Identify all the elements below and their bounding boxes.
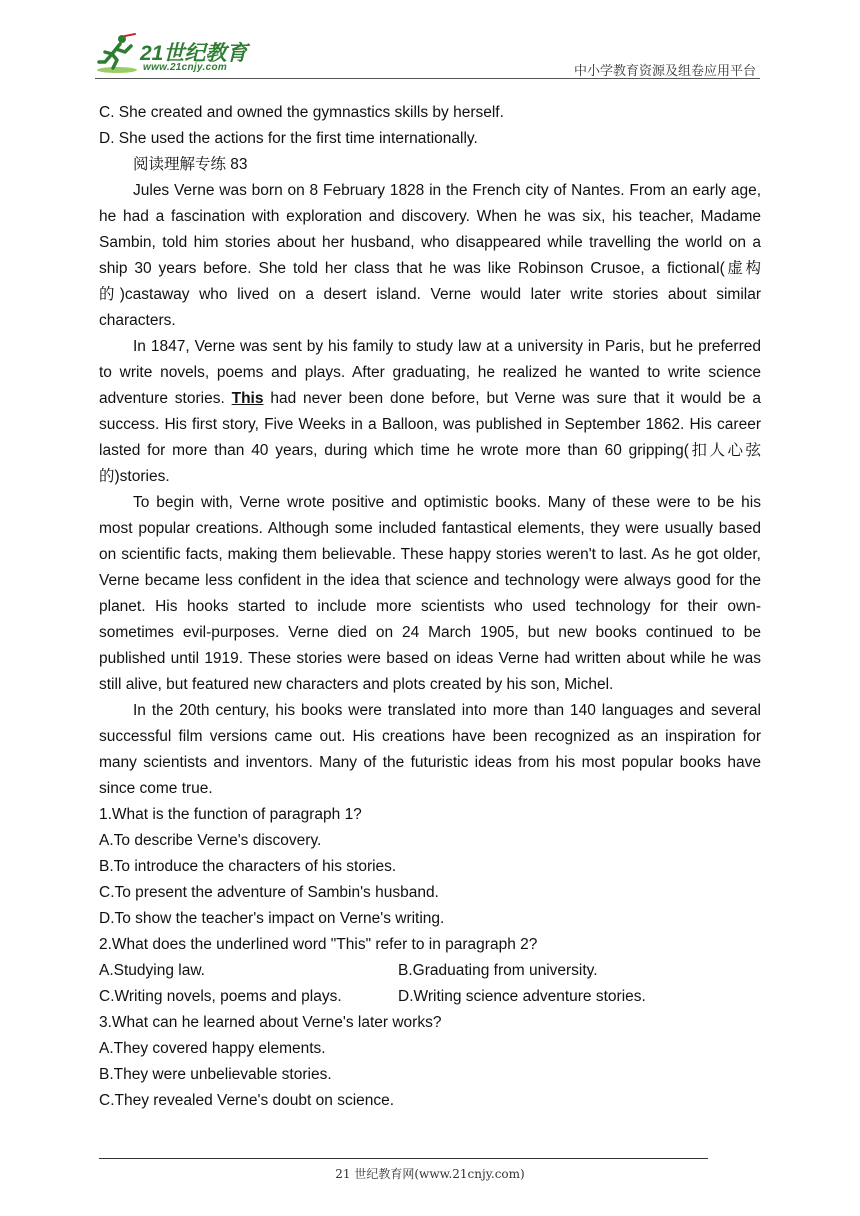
logo-url: www.21cnjy.com bbox=[143, 62, 228, 73]
question-1-option-d: D.To show the teacher's impact on Verne's writing. bbox=[99, 910, 445, 927]
section-title: 阅读理解专练 83 bbox=[133, 156, 248, 173]
question-3-option-b: B.They were unbelievable stories. bbox=[99, 1066, 332, 1083]
question-1-option-b: B.To introduce the characters of his stories. bbox=[99, 858, 397, 875]
question-1-stem: 1.What is the function of paragraph 1? bbox=[99, 806, 362, 823]
logo bbox=[95, 32, 265, 76]
question-2-option-d: D.Writing science adventure stories. bbox=[398, 988, 646, 1005]
question-2-option-a: A.Studying law. bbox=[99, 962, 205, 979]
underlined-word-this: This bbox=[231, 390, 264, 407]
page-header bbox=[95, 30, 760, 79]
page-footer: 21 世纪教育网(www.21cnjy.com) bbox=[335, 1167, 525, 1181]
question-1-option-a: A.To describe Verne's discovery. bbox=[99, 832, 322, 849]
question-3-stem: 3.What can he learned about Verne's later works? bbox=[99, 1014, 442, 1031]
question-2-options-row-2 bbox=[99, 984, 761, 1010]
passage-paragraph-3: To begin with, Verne wrote positive and optimistic books. Many of these were to be his most popular creations. Although some included fantastical elements, they were usually based on scientific facts, making them believable. These happy stories weren't to last. As he got older, Verne became less confident in the idea that science and technology were always good for the planet. His hooks started to include more scientists who used technology for their own-sometimes evil-purposes. Verne died on 24 March 1905, but new books continued to be published until 1919. These stories were based on ideas Verne had written about while he was still alive, but featured new characters and plots created by his son, Michel. bbox=[99, 494, 761, 693]
question-2-stem: 2.What does the underlined word "This" refer to in paragraph 2? bbox=[99, 936, 538, 953]
prev-option-c: C. She created and owned the gymnastics skills by herself. bbox=[99, 104, 504, 121]
paragraph-2-text-end: had never been done before, but Verne was sure that it would be a success. His first story, Five Weeks in a Balloon, was published in September 1862. His career lasted for more than 40 years, during which time he wrote more than 60 gripping(扣人心弦的)stories. bbox=[99, 390, 762, 485]
question-3-option-c: C.They revealed Verne's doubt on science. bbox=[99, 1092, 395, 1109]
header-tagline: 中小学教育资源及组卷应用平台 bbox=[573, 64, 756, 79]
prev-option-d: D. She used the actions for the first time internationally. bbox=[99, 130, 478, 147]
footer-divider bbox=[99, 1158, 708, 1159]
logo-text: 21世纪教育 bbox=[140, 42, 248, 65]
question-2-option-b: B.Graduating from university. bbox=[398, 962, 598, 979]
question-2-options-row-1 bbox=[99, 958, 761, 984]
question-3-option-a: A.They covered happy elements. bbox=[99, 1040, 326, 1057]
passage-paragraph-4: In the 20th century, his books were translated into more than 140 languages and several successful film versions came out. His creations have been recognized as an inspiration for many scientists and inventors. Many of the futuristic ideas from his most popular books have since come true. bbox=[99, 702, 761, 797]
question-2-option-c: C.Writing novels, poems and plays. bbox=[99, 988, 342, 1005]
paragraph-2-text-start: In 1847, Verne was sent by his family to study law at a university in Paris, but he preferred to write novels, poems and plays. After graduating, he realized he wanted to write science adventure stories. bbox=[99, 338, 761, 407]
passage-paragraph-1: Jules Verne was born on 8 February 1828 in the French city of Nantes. From an early age, he had a fascination with exploration and discovery. When he was six, his teacher, Madame Sambin, told him stories about her husband, who disappeared while travelling the world on a ship 30 years before. She told her class that he was like Robinson Crusoe, a fictional(虚构的)castaway who lived on a desert island. Verne would later write stories about similar characters. bbox=[99, 182, 761, 329]
passage-paragraph-2 bbox=[99, 334, 761, 490]
runner-logo-icon bbox=[95, 32, 139, 76]
document-body bbox=[99, 100, 761, 1114]
question-1-option-c: C.To present the adventure of Sambin's husband. bbox=[99, 884, 439, 901]
